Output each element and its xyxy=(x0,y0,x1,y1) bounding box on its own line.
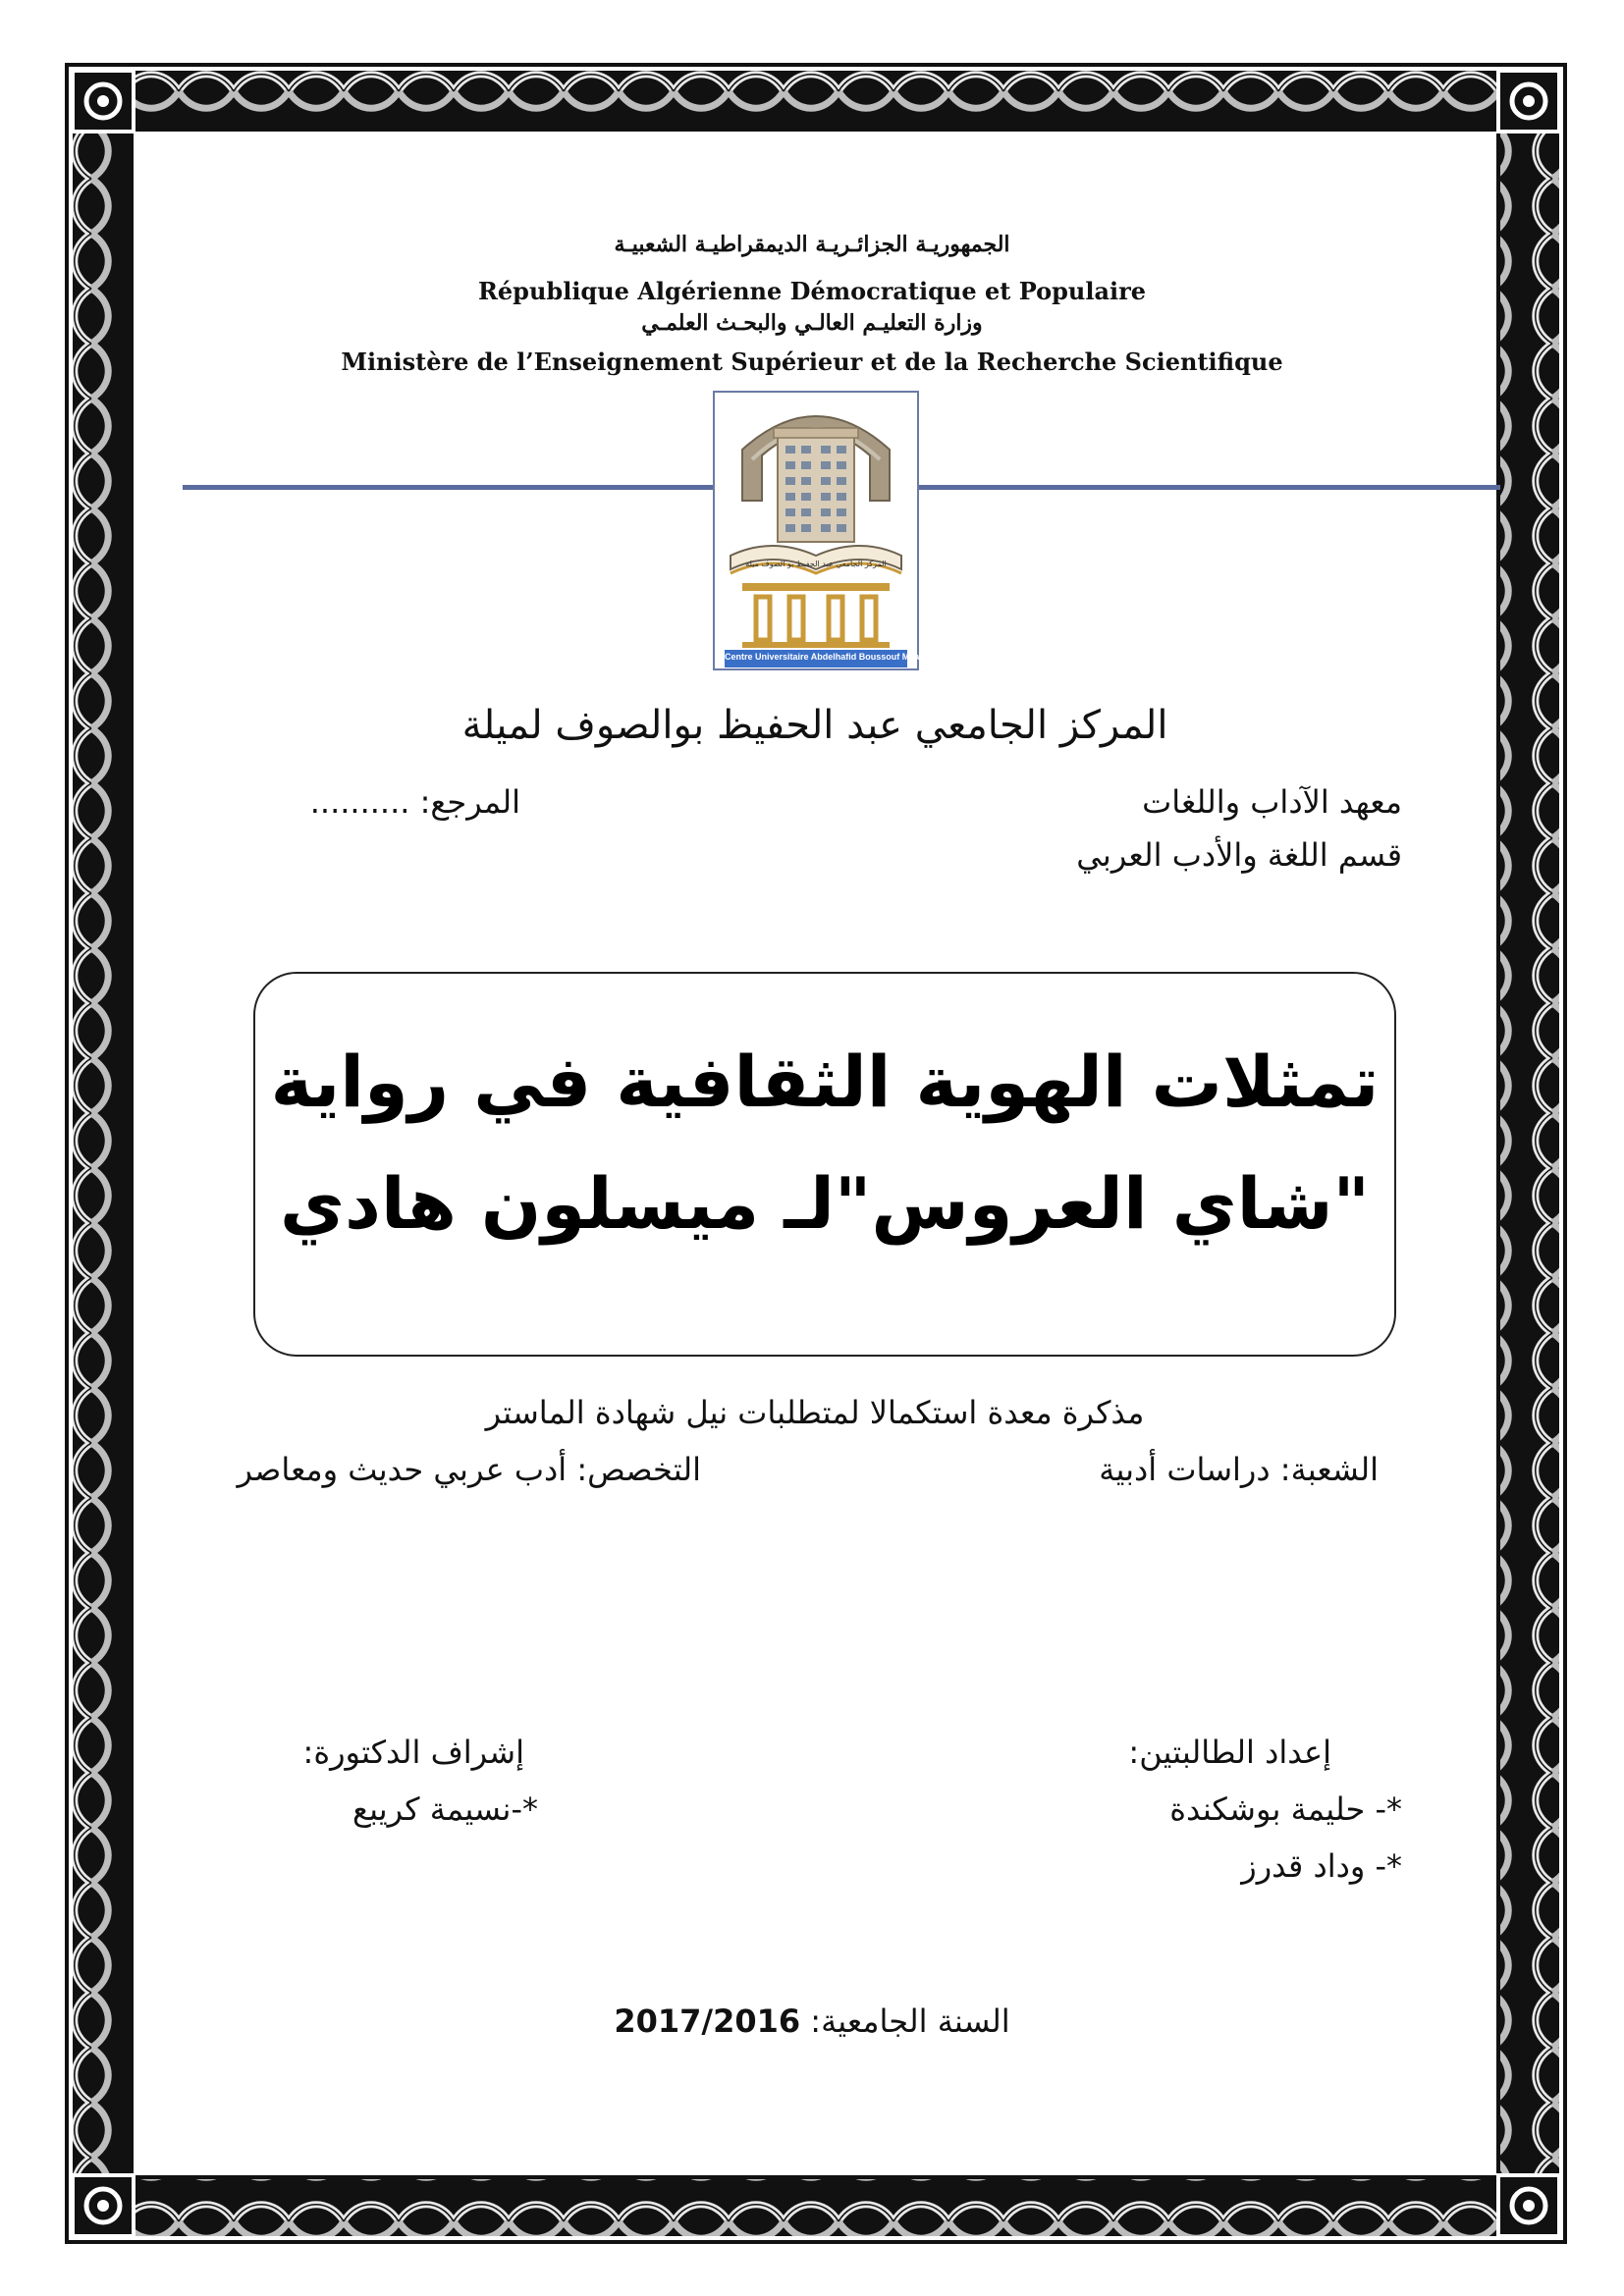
university-name: المركز الجامعي عبد الحفيظ بوالصوف لميلة xyxy=(461,703,1168,748)
header-rule-right xyxy=(919,485,1500,490)
logo-arabic-name: المركز الجامعي عبد الحفيظ بو الصوف ميلة xyxy=(745,560,887,568)
students-label: إعداد الطالبتين: xyxy=(1128,1734,1331,1771)
thesis-title-line-1: تمثلات الهوية الثقافية في رواية xyxy=(270,1041,1380,1123)
student-name-1: *- حليمة بوشكندة xyxy=(1169,1790,1402,1828)
logo-latin-name: Centre Universitaire Abdelhafid Boussouf Mila xyxy=(725,652,920,662)
ministry-arabic: وزارة التعليـم العالـي والبحـث العلمـي xyxy=(641,310,983,336)
university-logo xyxy=(713,391,919,670)
specialty-field: التخصص: أدب عربي حديث ومعاصر xyxy=(237,1451,701,1488)
academic-year xyxy=(0,2002,1624,2040)
academic-year-value: 2017/2016 xyxy=(614,2002,801,2040)
ministry-french: Ministère de l’Enseignement Supérieur et de la Recherche Scientifique xyxy=(341,347,1283,376)
reference-field: المرجع: .......... xyxy=(309,783,520,821)
student-name-2: *- وداد قدرز xyxy=(1241,1847,1402,1885)
supervisor-name: *-نسيمة كريبع xyxy=(352,1790,538,1828)
department-name: قسم اللغة والأدب العربي xyxy=(1076,836,1402,874)
branch-field: الشعبة: دراسات أدبية xyxy=(1099,1451,1379,1488)
supervisor-label: إشراف الدكتورة: xyxy=(302,1734,524,1771)
thesis-title-line-2: "شاي العروس"لـ ميسلون هادي xyxy=(279,1162,1371,1245)
thesis-purpose: مذكرة معدة استكمالا لمتطلبات نيل شهادة الماستر xyxy=(485,1394,1145,1431)
header-rule-left xyxy=(183,485,713,490)
thesis-title-box xyxy=(253,972,1396,1357)
republic-french: République Algérienne Démocratique et Populaire xyxy=(477,277,1147,305)
institute-name: معهد الآداب واللغات xyxy=(1142,783,1402,821)
academic-year-label: السنة الجامعية: xyxy=(810,2002,1010,2040)
republic-arabic: الجمهوريـة الجزائـريـة الديمقراطيـة الشعبيـة xyxy=(614,232,1010,257)
